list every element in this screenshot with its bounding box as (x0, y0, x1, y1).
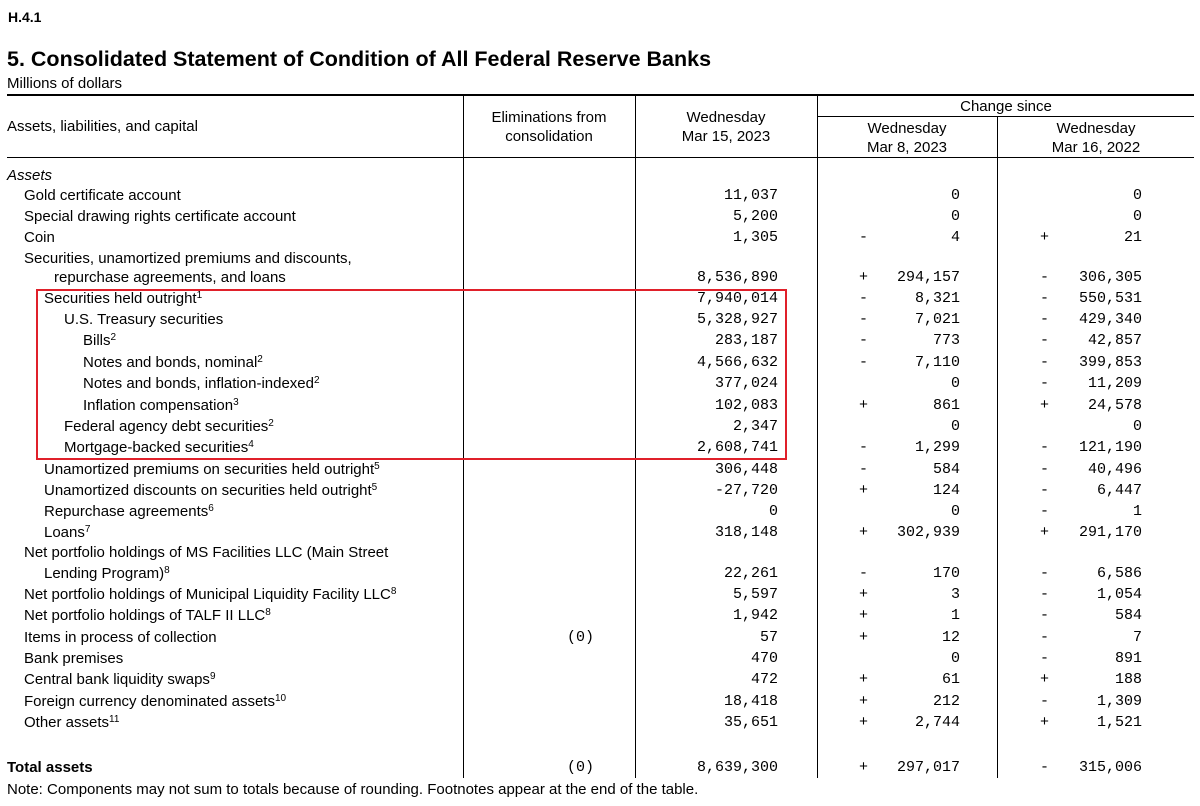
weekly-change-sign: - (859, 229, 869, 246)
row-label: Notes and bonds, nominal$^2$ (83, 354, 263, 371)
yearly-change-value: 11,209 (1087, 375, 1142, 392)
weekly-change-sign: + (859, 586, 869, 603)
table-row (0, 585, 1200, 606)
yearly-change-sign: - (1040, 439, 1050, 456)
yearly-change-sign: + (1040, 714, 1050, 731)
header-year-line1: Wednesday (1056, 120, 1136, 137)
row-label: Net portfolio holdings of Municipal Liquidity Facility LLC$^8$ (24, 586, 397, 603)
yearly-change-value: 6,447 (1096, 482, 1142, 499)
footnote-marker: 5 (371, 482, 378, 493)
current-value: 5,328,927 (696, 311, 778, 328)
weekly-change-sign: - (859, 332, 869, 349)
header-eliminations-line2: consolidation (505, 128, 593, 145)
current-value: 22,261 (723, 565, 778, 582)
yearly-change-value: 0 (1132, 418, 1142, 435)
row-label: Total assets (7, 759, 93, 776)
yearly-change-value: 1,309 (1096, 693, 1142, 710)
row-label: Unamortized discounts on securities held outright$^5$ (44, 482, 378, 499)
current-value: 5,597 (732, 586, 778, 603)
weekly-change-sign: - (859, 439, 869, 456)
table-row (0, 502, 1200, 523)
yearly-change-sign: - (1040, 290, 1050, 307)
row-label: Inflation compensation$^3$ (83, 397, 239, 414)
weekly-change-sign: - (859, 565, 869, 582)
table-row (0, 606, 1200, 627)
yearly-change-value: 399,853 (1078, 354, 1142, 371)
row-label: Federal agency debt securities$^2$ (64, 418, 274, 435)
header-current-line1: Wednesday (686, 109, 766, 126)
current-value: 306,448 (714, 461, 778, 478)
yearly-change-value: 306,305 (1078, 269, 1142, 286)
current-value: 8,639,300 (696, 759, 778, 776)
weekly-change-value: 1 (950, 607, 960, 624)
weekly-change-value: 4 (950, 229, 960, 246)
yearly-change-value: 1,054 (1096, 586, 1142, 603)
weekly-change-value: 2,744 (914, 714, 960, 731)
table-row (0, 670, 1200, 691)
row-label: Central bank liquidity swaps$^9$ (24, 671, 216, 688)
yearly-change-sign: - (1040, 269, 1050, 286)
weekly-change-sign: + (859, 693, 869, 710)
yearly-change-sign: - (1040, 650, 1050, 667)
weekly-change-sign: - (859, 290, 869, 307)
table-row (0, 481, 1200, 502)
table-row (0, 713, 1200, 734)
highlight-box (36, 289, 787, 460)
row-label: Notes and bonds, inflation-indexed$^2$ (83, 375, 320, 392)
table-row (0, 268, 1200, 289)
weekly-change-sign: + (859, 759, 869, 776)
yearly-change-value: 291,170 (1078, 524, 1142, 541)
row-label: Special drawing rights certificate account (24, 208, 296, 225)
row-label: Net portfolio holdings of TALF II LLC$^8$ (24, 607, 271, 624)
table-row (0, 207, 1200, 228)
current-value: 2,347 (732, 418, 778, 435)
yearly-change-sign: - (1040, 565, 1050, 582)
weekly-change-sign: + (859, 482, 869, 499)
footnote-marker: 8 (265, 607, 271, 618)
row-label: Loans$^7$ (44, 524, 91, 541)
current-value: 57 (759, 629, 778, 646)
current-value: 470 (750, 650, 778, 667)
weekly-change-value: 0 (950, 503, 960, 520)
table-row (0, 186, 1200, 207)
current-value: 4,566,632 (696, 354, 778, 371)
weekly-change-sign: + (859, 629, 869, 646)
yearly-change-sign: - (1040, 503, 1050, 520)
weekly-change-sign: - (859, 311, 869, 328)
current-value: 11,037 (723, 187, 778, 204)
yearly-change-sign: + (1040, 671, 1050, 688)
header-description: Assets, liabilities, and capital (7, 118, 198, 135)
yearly-change-value: 0 (1132, 208, 1142, 225)
yearly-change-value: 7 (1132, 629, 1142, 646)
weekly-change-value: 3 (950, 586, 960, 603)
header-week-line1: Wednesday (867, 120, 947, 137)
yearly-change-value: 1,521 (1096, 714, 1142, 731)
header-change-since: Change since (960, 98, 1052, 115)
header-eliminations-line1: Eliminations from (491, 109, 607, 126)
weekly-change-sign: + (859, 269, 869, 286)
row-label: Bills$^2$ (83, 332, 117, 349)
current-value: 18,418 (723, 693, 778, 710)
header-change-year (998, 119, 1194, 157)
current-value: 7,940,014 (696, 290, 778, 307)
weekly-change-sign: + (859, 397, 869, 414)
yearly-change-sign: - (1040, 332, 1050, 349)
current-value: 1,305 (732, 229, 778, 246)
yearly-change-value: 550,531 (1078, 290, 1142, 307)
table-row (0, 543, 1200, 564)
table-row (0, 249, 1200, 270)
weekly-change-value: 297,017 (896, 759, 960, 776)
row-label: Foreign currency denominated assets$^{10}$ (24, 693, 287, 710)
footnote-marker: 3 (233, 397, 239, 408)
weekly-change-value: 0 (950, 187, 960, 204)
current-value: 35,651 (723, 714, 778, 731)
weekly-change-value: 1,299 (914, 439, 960, 456)
current-value: 8,536,890 (696, 269, 778, 286)
yearly-change-sign: - (1040, 482, 1050, 499)
table-row (0, 228, 1200, 249)
row-label: Securities held outright$^1$ (44, 290, 203, 307)
table-row (0, 460, 1200, 481)
header-current-line2: Mar 15, 2023 (681, 128, 771, 145)
row-label: Gold certificate account (24, 187, 181, 204)
header-week-line2: Mar 8, 2023 (866, 139, 948, 156)
weekly-change-sign: + (859, 524, 869, 541)
footnote-marker: 2 (314, 375, 320, 386)
yearly-change-sign: - (1040, 311, 1050, 328)
row-label: Other assets$^{11}$ (24, 714, 120, 731)
weekly-change-value: 7,021 (914, 311, 960, 328)
table-row (0, 523, 1200, 544)
footnote-marker: 2 (110, 332, 117, 343)
footnote-marker: 10 (274, 693, 287, 704)
yearly-change-value: 42,857 (1087, 332, 1142, 349)
yearly-change-sign: - (1040, 759, 1050, 776)
footnote-marker: 4 (248, 439, 254, 450)
yearly-change-sign: + (1040, 397, 1050, 414)
yearly-change-sign: + (1040, 229, 1050, 246)
current-value: 2,608,741 (696, 439, 778, 456)
yearly-change-value: 0 (1132, 187, 1142, 204)
weekly-change-sign: - (859, 461, 869, 478)
yearly-change-value: 315,006 (1078, 759, 1142, 776)
row-label: Coin (24, 229, 55, 246)
row-label: Unamortized premiums on securities held outright$^5$ (44, 461, 380, 478)
weekly-change-value: 0 (950, 650, 960, 667)
row-label: U.S. Treasury securities (64, 311, 224, 328)
yearly-change-value: 21 (1123, 229, 1142, 246)
row-label: Mortgage-backed securities$^4$ (64, 439, 254, 456)
weekly-change-value: 294,157 (896, 269, 960, 286)
yearly-change-value: 24,578 (1087, 397, 1142, 414)
eliminations-value: (0) (566, 629, 594, 646)
row-label: Lending Program)$^8$ (44, 565, 170, 582)
units-label: Millions of dollars (7, 75, 123, 92)
weekly-change-value: 8,321 (914, 290, 960, 307)
weekly-change-value: 12 (941, 629, 960, 646)
table-row (0, 564, 1200, 585)
yearly-change-value: 6,586 (1096, 565, 1142, 582)
table-row (0, 692, 1200, 713)
weekly-change-sign: - (859, 354, 869, 371)
footnote-marker: 2 (257, 354, 263, 365)
table-row (0, 649, 1200, 670)
yearly-change-value: 891 (1114, 650, 1142, 667)
yearly-change-value: 1 (1132, 503, 1142, 520)
header-bottom-rule (7, 157, 1194, 158)
footnote-marker: 9 (209, 671, 216, 682)
eliminations-value: (0) (566, 759, 594, 776)
weekly-change-sign: + (859, 607, 869, 624)
weekly-change-value: 773 (932, 332, 960, 349)
footnote-note: Note: Components may not sum to totals because of rounding. Footnotes appear at the end of the table. (7, 781, 699, 798)
table-title: 5. Consolidated Statement of Condition of All Federal Reserve Banks (7, 47, 712, 71)
row-label: Bank premises (24, 650, 124, 667)
change-since-rule (817, 116, 1194, 117)
yearly-change-sign: + (1040, 524, 1050, 541)
weekly-change-value: 61 (941, 671, 960, 688)
weekly-change-value: 212 (932, 693, 960, 710)
current-value: 318,148 (714, 524, 778, 541)
current-value: 377,024 (714, 375, 778, 392)
header-year-line2: Mar 16, 2022 (1051, 139, 1141, 156)
weekly-change-value: 0 (950, 375, 960, 392)
yearly-change-sign: - (1040, 586, 1050, 603)
current-value: 283,187 (714, 332, 778, 349)
footnote-marker: 11 (109, 714, 120, 725)
header-change-week (818, 119, 996, 157)
row-label: repurchase agreements, and loans (54, 269, 286, 286)
row-label: Securities, unamortized premiums and discounts, (24, 250, 352, 267)
yearly-change-value: 40,496 (1087, 461, 1142, 478)
total-assets-row (0, 758, 1200, 779)
footnote-marker: 8 (164, 565, 170, 576)
weekly-change-value: 302,939 (896, 524, 960, 541)
footnote-marker: 8 (390, 586, 397, 597)
current-value: 102,083 (714, 397, 778, 414)
yearly-change-value: 429,340 (1078, 311, 1142, 328)
weekly-change-sign: + (859, 714, 869, 731)
yearly-change-sign: - (1040, 607, 1050, 624)
header-top-rule (7, 94, 1194, 96)
current-value: 0 (768, 503, 778, 520)
footnote-marker: 1 (196, 290, 203, 301)
header-eliminations (464, 108, 634, 146)
section-assets-label: Assets (7, 167, 53, 184)
current-value: 1,942 (732, 607, 778, 624)
footnote-marker: 6 (208, 503, 214, 514)
yearly-change-sign: - (1040, 461, 1050, 478)
weekly-change-sign: + (859, 671, 869, 688)
yearly-change-sign: - (1040, 693, 1050, 710)
row-label: Items in process of collection (24, 629, 217, 646)
report-id: H.4.1 (8, 9, 42, 25)
yearly-change-value: 584 (1114, 607, 1142, 624)
yearly-change-sign: - (1040, 354, 1050, 371)
table-row (0, 628, 1200, 649)
current-value: -27,720 (714, 482, 778, 499)
current-value: 472 (750, 671, 778, 688)
row-label: Repurchase agreements$^6$ (44, 503, 214, 520)
header-current-date (636, 108, 816, 146)
weekly-change-value: 584 (932, 461, 960, 478)
weekly-change-value: 7,110 (914, 354, 960, 371)
yearly-change-value: 121,190 (1078, 439, 1142, 456)
current-value: 5,200 (732, 208, 778, 225)
yearly-change-value: 188 (1114, 671, 1142, 688)
footnote-marker: 2 (268, 418, 274, 429)
row-label: Net portfolio holdings of MS Facilities LLC (Main Street (24, 544, 389, 561)
weekly-change-value: 0 (950, 418, 960, 435)
weekly-change-value: 0 (950, 208, 960, 225)
yearly-change-sign: - (1040, 629, 1050, 646)
footnote-marker: 5 (374, 461, 380, 472)
weekly-change-value: 124 (932, 482, 960, 499)
weekly-change-value: 170 (932, 565, 960, 582)
weekly-change-value: 861 (932, 397, 960, 414)
footnote-marker: 7 (84, 524, 91, 535)
yearly-change-sign: - (1040, 375, 1050, 392)
